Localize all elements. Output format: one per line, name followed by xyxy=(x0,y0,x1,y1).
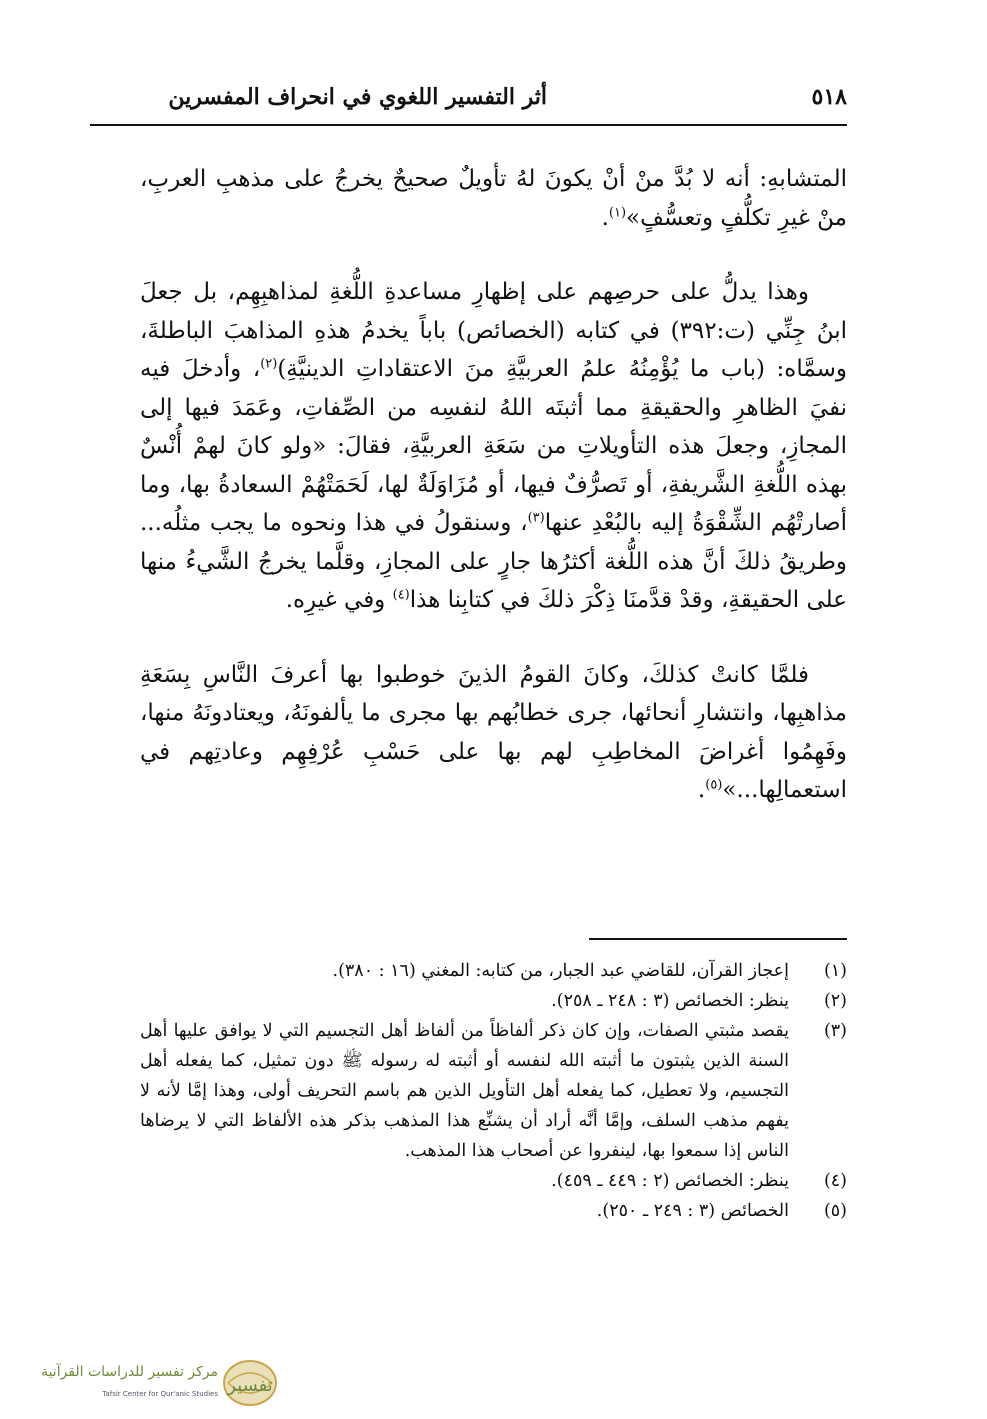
logo-subtitle: Tafsir Center for Qur'anic Studies xyxy=(102,1390,218,1398)
footnote-text: إعجاز القرآن، للقاضي عبد الجبار، من كتابه: المغني (١٦ : ٣٨٠). xyxy=(332,961,789,981)
running-title: أثر التفسير اللغوي في انحراف المفسرين xyxy=(168,84,547,110)
footnotes xyxy=(140,956,847,1226)
page-header xyxy=(90,78,847,126)
footnote-text: الخصائص (٣ : ٢٤٩ ـ ٢٥٠). xyxy=(596,1201,789,1221)
footnote-number: (٣) xyxy=(823,1021,847,1041)
footnote-ref[interactable]: (٢) xyxy=(260,356,278,372)
footnote-item xyxy=(140,1196,847,1226)
footnote-ref[interactable]: (١) xyxy=(608,204,627,220)
footnote-item xyxy=(140,986,847,1016)
footnote-text: ينظر: الخصائص (٢ : ٤٤٩ ـ ٤٥٩). xyxy=(551,1171,789,1191)
main-text xyxy=(140,160,847,846)
svg-text:تفسير: تفسير xyxy=(227,1375,273,1396)
footnote-number: (٢) xyxy=(823,991,847,1011)
footnote-text: يقصد مثبتي الصفات، وإن كان ذكر ألفاظاً من ألفاظ أهل التجسيم التي لا يوافق عليها أهل السنة الذين يثبتون ما أثبته الله لنفسه أو أثبته له رسوله ﷺ دون تمثيل، كما يفعله أهل التجسيم، ولا تعطيل، كما يفعله أهل التأويل الذين هم باسم التحريف أولى، وهذا إمَّا لأنه لا يفهم مذهب السلف، وإمَّا أنَّه أراد أن يشنِّع هذا المذهب بذكر هذه الألفاظ التي لا يرضاها الناس إذا سمعوا بها، لينفروا عن أصحاب هذا المذهب. xyxy=(140,1021,789,1161)
footnote-ref[interactable]: (٣) xyxy=(527,510,545,526)
footnote-ref[interactable]: (٤) xyxy=(392,587,410,603)
footnote-item xyxy=(140,1016,847,1166)
footnote-divider xyxy=(589,938,847,940)
paragraph: وهذا يدلُّ على حرصِهم على إظهارِ مساعدةِ اللُّغةِ لمذاهبِهِم، بل جعلَ ابنُ جِنِّي (ت:٣٩٢) في كتابه (الخصائص) باباً يخدمُ هذهِ المذاهبَ الباطلةَ، وسمَّاه: (باب ما يُؤْمِنُهُ علمُ العربيَّةِ منَ الاعتقاداتِ الدينيَّةِ)$^{(٢)}$، وأدخلَ فيه نفيَ الظاهرِ والحقيقةِ مما أثبتَه اللهُ لنفسِه من الصِّفاتِ، وعَمَدَ فيها إلى المجازِ، وجعلَ هذه التأويلاتِ من سَعَةِ العربيَّةِ، فقالَ: «ولو كانَ لهمْ أُنْسٌ بهذه اللُّغةِ الشَّريفةِ، أو تَصرُّفٌ فيها، أو مُزَاوَلَةٌ لها، لَحَمَتْهُمْ السعادةُ بها، وما أصارتْهُم الشِّقْوَةُ إليه بالبُعْدِ عنها$^{(٣)}$، وسنقولُ في هذا ونحوه ما يجب مثلُه... وطريقُ ذلكَ أنَّ هذه اللُّغة أكثرُها جارٍ على المجازِ، وقلَّما يخرجُ الشَّيءُ منها على الحقيقةِ، وقدْ قدَّمنَا ذِكْرَ ذلكَ في كتابِنا هذا$^{(٤)}$ وفي غيرِه. xyxy=(140,279,847,613)
footnote-number: (٥) xyxy=(823,1201,847,1221)
footnote-number: (١) xyxy=(823,961,847,981)
footnote-item xyxy=(140,956,847,986)
page-number: ٥١٨ xyxy=(811,84,847,110)
footnote-item xyxy=(140,1166,847,1196)
paragraph: فلمَّا كانتْ كذلكَ، وكانَ القومُ الذينَ خوطبوا بها أعرفَ النَّاسِ بِسَعَةِ مذاهبِها، وانتشارِ أنحائها، جرى خطابُهم بها مجرى ما يألفونَهُ، ويعتادونَهُ منها، وفَهِمُوا أغراضَ المخاطِبِ لهم بها على حَسْبِ عُرْفِهِم وعادتِهم في استعمالِها...»$^{(٥)}$. xyxy=(140,661,847,803)
footnote-ref[interactable]: (٥) xyxy=(705,777,723,793)
footnote-number: (٤) xyxy=(823,1171,847,1191)
footnote-text: ينظر: الخصائص (٣ : ٢٤٨ ـ ٢٥٨). xyxy=(551,991,789,1011)
tafsir-center-logo xyxy=(8,1358,290,1408)
logo-name: مركز تفسير للدراسات القرآنية xyxy=(41,1364,218,1380)
globe-logo-icon xyxy=(218,1358,278,1408)
paragraph: المتشابهِ: أنه لا بُدَّ منْ أنْ يكونَ لهُ تأويلٌ صحيحٌ يخرجُ على مذهبِ العربِ، منْ غيرِ تكلُّفٍ وتعسُّفٍ»$^{(١)}$. xyxy=(140,166,847,231)
